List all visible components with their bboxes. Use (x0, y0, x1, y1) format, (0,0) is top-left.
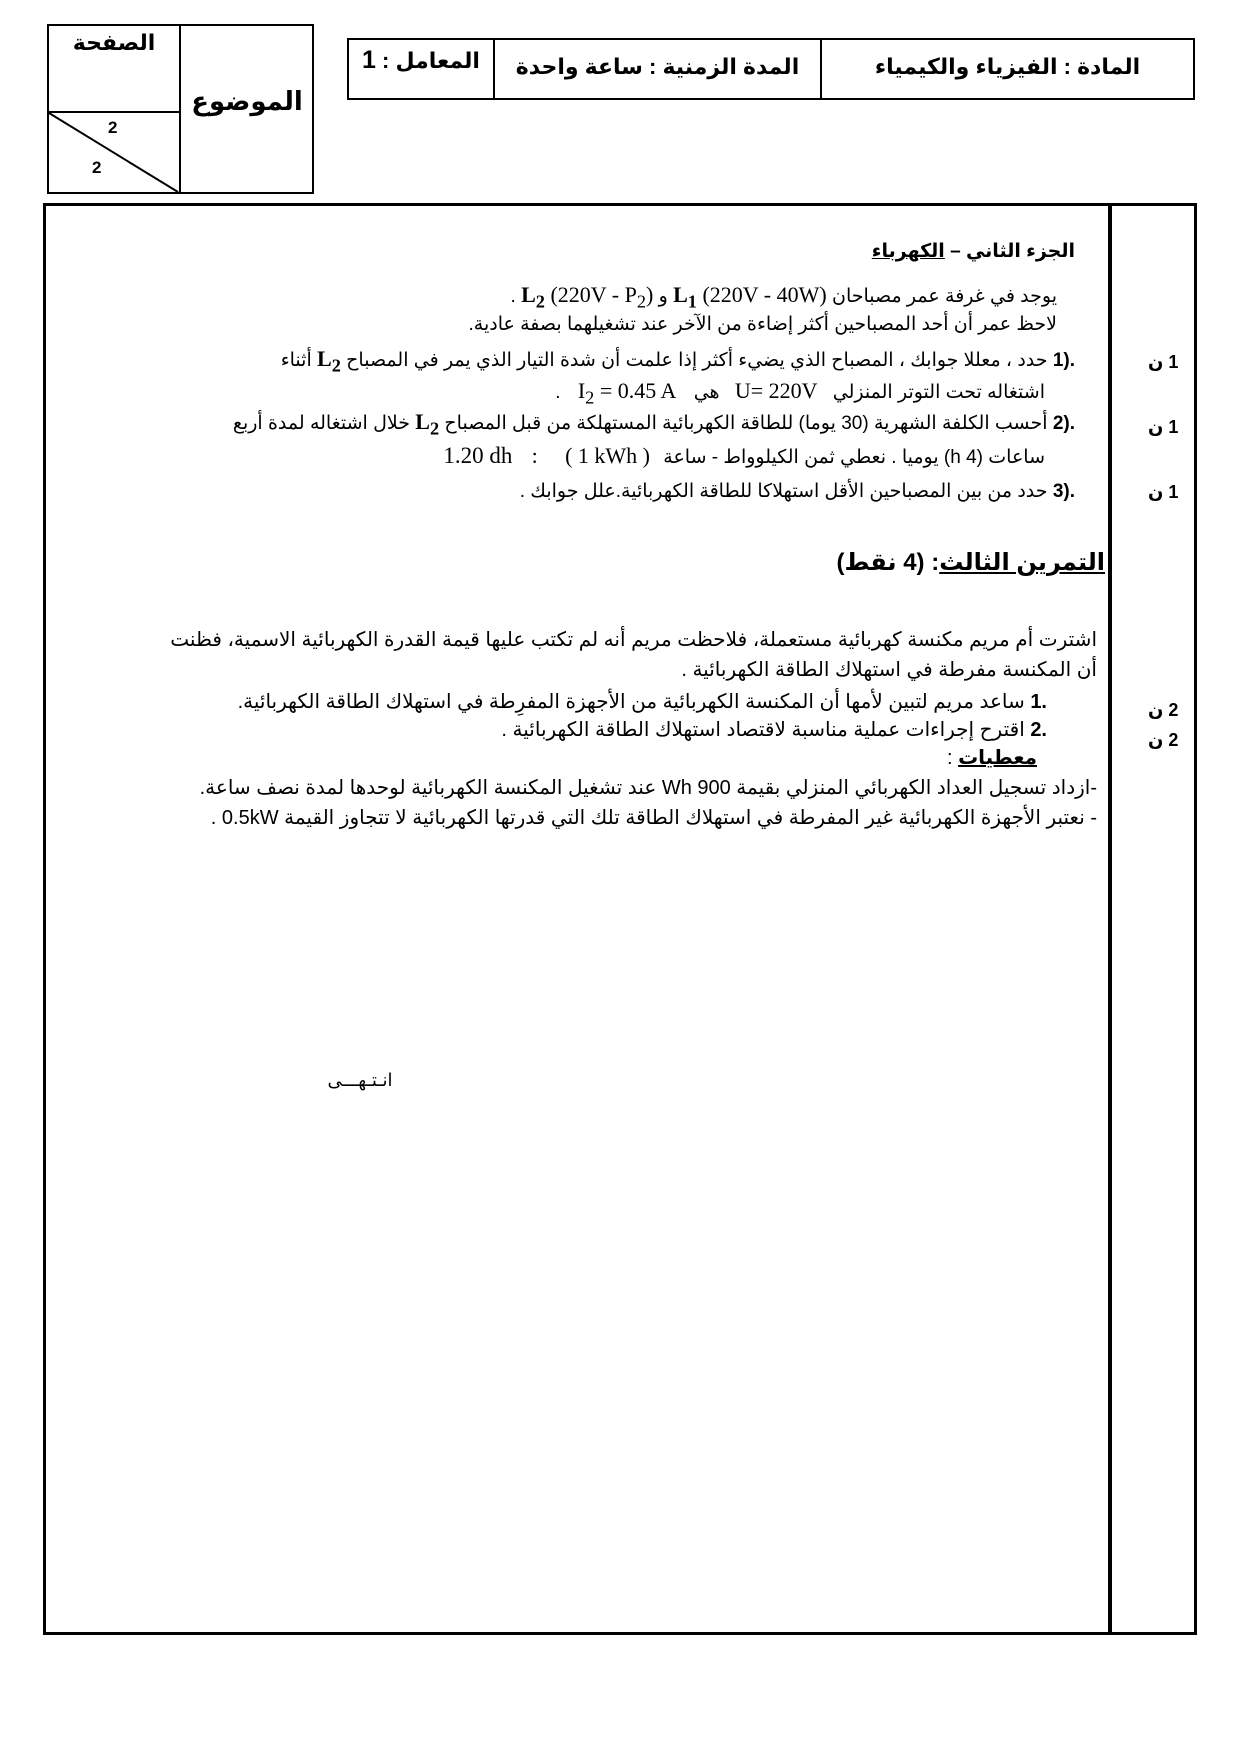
lamp-l1 (673, 282, 827, 312)
exercise3-q1-mark: 2 ن (1148, 700, 1179, 720)
exercise3-q1-number: 1. (1030, 691, 1047, 713)
q2-colon: : (531, 443, 538, 468)
part2-intro-line2: لاحظ عمر أن أحد المصباحين أكثر إضاءة من الآخر عند تشغيلهما بصفة عادية. (468, 314, 1057, 335)
lamp-l2-spec-sub: 2 (636, 291, 647, 312)
part2-block (50, 240, 1075, 520)
q3-text: حدد من بين المصباحين الأقل استهلاكا للطاقة الكهربائية.علل جوابك . (519, 481, 1048, 502)
given-colon: : (946, 747, 959, 769)
topic-label: الموضوع (191, 86, 303, 116)
q2-lamp-l2 (415, 409, 440, 439)
subject: المادة : الفيزياء والكيمياء (874, 54, 1141, 79)
lamp-l2-spec-a: (220V - P (550, 282, 637, 307)
q1-current-symbol: I (577, 378, 586, 403)
q3-mark: 1 ن (1148, 482, 1179, 502)
q3-line (520, 480, 1075, 504)
coefficient-value: 1 (362, 46, 376, 74)
q1-line2-text: اشتغاله تحت التوتر المنزلي (832, 382, 1045, 403)
coefficient-label: المعامل : (382, 48, 480, 73)
q1-line1-end: أثناء (280, 350, 312, 371)
q2-line2-text: ساعات (4 h) يوميا . نعطي ثمن الكيلوواط - ساعة (663, 447, 1045, 468)
part2-intro1-end: . (510, 286, 516, 307)
q1-line1-text: حدد ، معللا جوابك ، المصباح الذي يضيء أكثر إذا علمت أن شدة التيار الذي يمر في المصباح (346, 350, 1048, 371)
exercise3-intro-line2: أن المكنسة مفرطة في استهلاك الطاقة الكهربائية . (681, 659, 1097, 681)
exercise3-given-title (947, 746, 1037, 770)
exercise3-q2-mark: 2 ن (1148, 730, 1179, 750)
q1-voltage: U= 220V (734, 378, 818, 403)
given-line2: - نعتبر الأجهزة الكهربائية غير المفرطة في استهلاك الطاقة تلك التي قدرتها الكهربائية لا تتجاوز القيمة 0.5kW . (210, 807, 1097, 829)
q1-line2-is: هي (693, 382, 720, 403)
q1-lamp-l2-symbol: L (317, 346, 332, 371)
q2-kwh: ( 1 kWh ) (565, 443, 650, 468)
exercise3-intro-line1: اشترت أم مريم مكنسة كهربائية مستعملة، فلاحظت مريم أنه لم تكتب عليها قيمة القدرة الكهربائية الاسمية، فظنت (170, 629, 1097, 651)
part2-title-prefix: الجزء الثاني – (944, 241, 1075, 262)
exercise3-block (50, 620, 1097, 880)
page-total: 2 (92, 158, 102, 177)
exercise3-title-points: : (4 نقط) (836, 549, 940, 576)
lamp-l2-spec-b: ) (646, 282, 654, 307)
q1-current-value: = 0.45 A (599, 378, 677, 403)
coefficient (349, 46, 493, 75)
q2-mark: 1 ن (1148, 417, 1179, 437)
part2-intro-line1 (511, 283, 1057, 313)
q2-lamp-l2-sub: 2 (429, 418, 440, 439)
lamp-l2 (521, 282, 654, 312)
end-text: انـتـهـــى (327, 1070, 393, 1090)
q1-number: 1). (1052, 350, 1075, 371)
part2-title (872, 240, 1075, 264)
q1-lamp-l2-sub: 2 (331, 355, 341, 376)
q1-line2 (555, 379, 1045, 409)
exercise3-q2-number: 2. (1030, 719, 1047, 741)
part2-title-topic: الكهرباء (871, 241, 945, 262)
exercise3-title-underlined: التمرين الثالث (939, 549, 1105, 576)
q1-line1 (281, 347, 1075, 377)
exercise3-q2-text: اقترح إجراءات عملية مناسبة لاقتصاد استهلاك الطاقة الكهربائية . (501, 719, 1025, 741)
page-label: الصفحة (72, 30, 156, 55)
exercise3-q1-text: ساعد مريم لتبين لأمها أن المكنسة الكهربائية من الأجهزة المفرِطة في استهلاك الطاقة الكهربائية. (237, 691, 1025, 713)
q1-lamp-l2 (317, 346, 341, 376)
q2-line1-end: خلال اشتغاله لمدة أربع (232, 413, 410, 434)
q2-line1-text: أحسب الكلفة الشهرية (30 يوما) للطاقة الكهربائية المستهلكة من قبل المصباح (444, 413, 1048, 434)
q1-line2-end: . (555, 382, 561, 403)
exercise3-q1 (238, 690, 1047, 714)
q2-number: 2). (1052, 413, 1075, 434)
lamp-l2-symbol: L (521, 282, 536, 307)
marks-column-divider (1108, 203, 1112, 1635)
q1-current (577, 378, 677, 408)
q1-current-sub: 2 (585, 387, 595, 408)
part2-intro1-and: و (658, 286, 668, 307)
duration: المدة الزمنية : ساعة واحدة (515, 54, 800, 79)
lamp-l1-symbol: L (673, 282, 688, 307)
lamp-l1-sub: 1 (687, 291, 697, 312)
q2-lamp-l2-symbol: L (415, 409, 430, 434)
lamp-l1-spec: (220V - 40W) (702, 282, 827, 307)
page-current: 2 (108, 118, 118, 137)
q2-line1 (233, 410, 1075, 440)
part2-intro1-text: يوجد في غرفة عمر مصباحان (831, 286, 1057, 307)
q2-line2 (443, 444, 1045, 470)
exercise3-title (600, 548, 1105, 577)
lamp-l2-sub: 2 (535, 291, 545, 312)
q3-number: 3). (1052, 481, 1075, 502)
exercise3-q2 (501, 718, 1047, 742)
q2-price: 1.20 dh (443, 443, 513, 468)
given-label: معطيات (958, 747, 1037, 769)
given-line1: -ازداد تسجيل العداد الكهربائي المنزلي بقيمة 900 Wh عند تشغيل المكنسة الكهربائية لوحدها لمدة نصف ساعة. (199, 777, 1097, 799)
q1-mark: 1 ن (1148, 352, 1179, 372)
